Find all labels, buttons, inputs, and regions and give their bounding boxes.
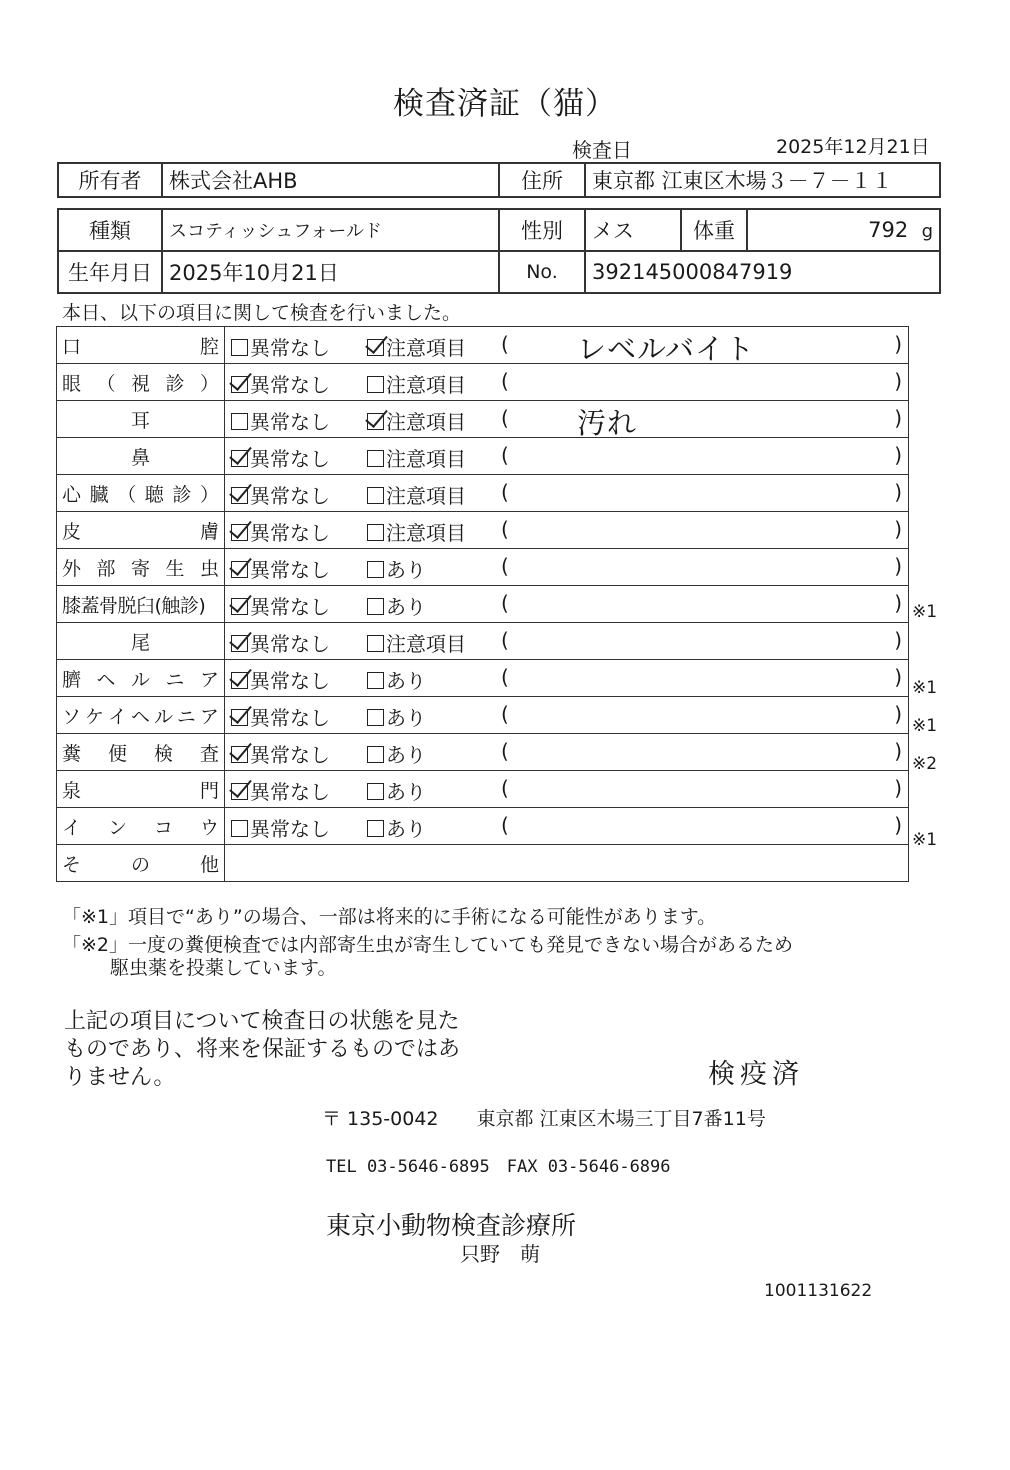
checkbox-concern[interactable] xyxy=(367,820,384,837)
exam-category-cell xyxy=(57,438,225,475)
weight-label: 体重 xyxy=(681,209,747,251)
option-concern[interactable] xyxy=(367,702,426,731)
exam-row xyxy=(57,697,909,734)
option-normal[interactable] xyxy=(231,332,330,361)
paren-close: ) xyxy=(894,332,902,356)
document-number: 1001131622 xyxy=(764,1281,873,1301)
checkbox-concern[interactable] xyxy=(367,746,384,763)
exam-category-cell xyxy=(57,586,225,623)
option-normal[interactable] xyxy=(231,517,330,546)
exam-options xyxy=(225,364,908,400)
option-normal-label: 異常なし xyxy=(250,632,330,656)
checkbox-concern[interactable] xyxy=(367,339,384,356)
exam-category-cell xyxy=(57,697,225,734)
exam-options xyxy=(225,475,908,511)
checkbox-normal[interactable] xyxy=(231,376,248,393)
footnote-mark: ※2 xyxy=(912,754,938,774)
checkbox-normal[interactable] xyxy=(231,450,248,467)
option-concern-label: あり xyxy=(386,706,426,730)
exam-category: 口 腔 xyxy=(62,335,219,358)
option-normal[interactable] xyxy=(231,443,330,472)
exam-category-cell xyxy=(57,512,225,549)
option-normal-label: 異常なし xyxy=(250,484,330,508)
weight-value: 792 xyxy=(868,218,909,242)
option-normal[interactable] xyxy=(231,591,330,620)
birth-label: 生年月日 xyxy=(58,251,162,293)
exam-result-cell xyxy=(225,660,909,697)
exam-result-cell xyxy=(225,549,909,586)
option-normal-label: 異常なし xyxy=(250,336,330,360)
quarantine-stamp: 検疫済 xyxy=(708,1059,804,1090)
intro-text: 本日、以下の項目に関して検査を行いました。 xyxy=(62,302,462,324)
option-concern[interactable] xyxy=(367,517,466,546)
exam-category: 耳 xyxy=(130,409,150,432)
clinic-name: 東京小動物検査診療所 xyxy=(326,1211,577,1240)
paren-open: ( xyxy=(501,443,509,467)
option-concern[interactable] xyxy=(367,591,426,620)
exam-category: 膝蓋骨脱臼(触診) xyxy=(62,594,206,617)
exam-category: 泉 門 xyxy=(62,779,219,802)
address-label: 住所 xyxy=(499,163,585,197)
paren-close: ) xyxy=(894,554,902,578)
exam-options xyxy=(225,623,908,659)
owner-label: 所有者 xyxy=(58,163,162,197)
paren-close: ) xyxy=(894,702,902,726)
exam-category-cell xyxy=(57,364,225,401)
exam-result-cell xyxy=(225,771,909,808)
pet-table xyxy=(57,208,941,294)
exam-result-cell xyxy=(225,808,909,845)
option-concern[interactable] xyxy=(367,406,466,435)
paren-close: ) xyxy=(894,591,902,615)
option-normal[interactable] xyxy=(231,628,330,657)
other-label-cell xyxy=(57,845,225,882)
footnote-mark: ※1 xyxy=(912,602,938,622)
exam-options xyxy=(225,660,908,696)
footnote-2: 「※2」一度の糞便検査では内部寄生虫が寄生していても発見できない場合があるため xyxy=(62,934,794,956)
option-concern[interactable] xyxy=(367,369,466,398)
exam-category-cell xyxy=(57,734,225,771)
checkbox-concern[interactable] xyxy=(367,598,384,615)
option-concern[interactable] xyxy=(367,813,426,842)
exam-category: イ ン コ ウ xyxy=(62,816,219,839)
option-normal-label: 異常なし xyxy=(250,706,330,730)
paren-close: ) xyxy=(894,369,902,393)
option-concern-label: 注意項目 xyxy=(386,447,466,471)
paren-open: ( xyxy=(501,776,509,800)
paren-open: ( xyxy=(501,591,509,615)
option-concern[interactable] xyxy=(367,739,426,768)
exam-category: ソ ケ イ ヘ ル ニ ア xyxy=(62,705,219,728)
document-title: 検査済証（猫） xyxy=(393,86,617,122)
paren-open: ( xyxy=(501,517,509,541)
option-normal-label: 異常なし xyxy=(250,780,330,804)
clinic-phone-fax: TEL 03-5646-6895 FAX 03-5646-6896 xyxy=(326,1157,671,1177)
checkbox-normal[interactable] xyxy=(231,783,248,800)
exam-row xyxy=(57,327,909,364)
paren-open: ( xyxy=(501,739,509,763)
option-normal[interactable] xyxy=(231,776,330,805)
option-normal-label: 異常なし xyxy=(250,595,330,619)
weight-unit: g xyxy=(921,221,933,242)
option-concern-label: あり xyxy=(386,743,426,767)
exam-options xyxy=(225,697,908,733)
checkbox-concern[interactable] xyxy=(367,672,384,689)
number-value: 392145000847919 xyxy=(585,251,940,293)
option-normal[interactable] xyxy=(231,739,330,768)
paren-open: ( xyxy=(501,406,509,430)
handwritten-note: レベルバイト xyxy=(577,332,755,366)
checkbox-concern[interactable] xyxy=(367,524,384,541)
option-concern[interactable] xyxy=(367,776,426,805)
option-normal-label: 異常なし xyxy=(250,410,330,434)
paren-close: ) xyxy=(894,517,902,541)
breed-label: 種類 xyxy=(58,209,162,251)
number-label: No. xyxy=(499,251,585,293)
exam-result-cell xyxy=(225,327,909,364)
exam-row xyxy=(57,734,909,771)
exam-category-cell xyxy=(57,808,225,845)
exam-items xyxy=(57,327,909,845)
footnote-mark: ※1 xyxy=(912,716,938,736)
option-concern-label: 注意項目 xyxy=(386,373,466,397)
exam-category: 鼻 xyxy=(130,446,150,469)
paren-open: ( xyxy=(501,628,509,652)
exam-category-cell xyxy=(57,327,225,364)
exam-date-label: 検査日 xyxy=(572,138,632,162)
exam-row xyxy=(57,512,909,549)
footnote-mark: ※1 xyxy=(912,830,938,850)
exam-row xyxy=(57,623,909,660)
option-normal-label: 異常なし xyxy=(250,558,330,582)
disclaimer: 上記の項目について検査日の状態を見たものであり、将来を保証するものではありません。 xyxy=(64,1009,461,1090)
paren-open: ( xyxy=(501,813,509,837)
paren-close: ) xyxy=(894,406,902,430)
exam-category: 眼 （ 視 診 ） xyxy=(62,372,219,395)
option-normal[interactable] xyxy=(231,406,330,435)
option-normal-label: 異常なし xyxy=(250,743,330,767)
breed-value: スコティッシュフォールド xyxy=(162,209,499,251)
checkbox-normal[interactable] xyxy=(231,524,248,541)
checkbox-normal[interactable] xyxy=(231,413,248,430)
option-normal-label: 異常なし xyxy=(250,817,330,841)
exam-result-cell xyxy=(225,364,909,401)
exam-options xyxy=(225,734,908,770)
option-normal[interactable] xyxy=(231,665,330,694)
option-concern[interactable] xyxy=(367,665,426,694)
checkbox-concern[interactable] xyxy=(367,561,384,578)
checkbox-normal[interactable] xyxy=(231,672,248,689)
exam-options xyxy=(225,586,908,622)
veterinarian-name: 只野 萌 xyxy=(460,1242,540,1266)
paren-close: ) xyxy=(894,776,902,800)
option-concern-label: 注意項目 xyxy=(386,484,466,508)
option-concern[interactable] xyxy=(367,443,466,472)
paren-open: ( xyxy=(501,665,509,689)
checkbox-concern[interactable] xyxy=(367,376,384,393)
other-content xyxy=(225,845,909,882)
option-concern-label: 注意項目 xyxy=(386,521,466,545)
exam-category: 臍 ヘ ル ニ ア xyxy=(62,668,219,691)
exam-result-cell xyxy=(225,438,909,475)
paren-close: ) xyxy=(894,739,902,763)
option-concern[interactable] xyxy=(367,628,466,657)
checkbox-concern[interactable] xyxy=(367,487,384,504)
paren-open: ( xyxy=(501,554,509,578)
option-concern-label: あり xyxy=(386,595,426,619)
exam-result-cell xyxy=(225,623,909,660)
exam-options xyxy=(225,327,908,366)
exam-table xyxy=(56,326,909,882)
exam-result-cell xyxy=(225,697,909,734)
checkbox-normal[interactable] xyxy=(231,635,248,652)
option-normal-label: 異常なし xyxy=(250,669,330,693)
exam-row xyxy=(57,475,909,512)
option-concern-label: あり xyxy=(386,669,426,693)
option-normal[interactable] xyxy=(231,702,330,731)
exam-category: 皮 膚 xyxy=(62,520,219,543)
option-concern-label: 注意項目 xyxy=(386,336,466,360)
footnote-2-continued: 駆虫薬を投薬しています。 xyxy=(110,957,337,979)
option-concern-label: 注意項目 xyxy=(386,632,466,656)
exam-category-cell xyxy=(57,475,225,512)
exam-result-cell xyxy=(225,401,909,438)
exam-result-cell xyxy=(225,586,909,623)
exam-category: 糞 便 検 査 xyxy=(62,742,219,765)
exam-date-value: 2025年12月21日 xyxy=(776,136,930,158)
exam-row xyxy=(57,660,909,697)
checkbox-concern[interactable] xyxy=(367,450,384,467)
handwritten-note: 汚れ xyxy=(577,406,638,440)
exam-result-cell xyxy=(225,734,909,771)
sex-value: メス xyxy=(585,209,681,251)
checkbox-normal[interactable] xyxy=(231,820,248,837)
option-normal-label: 異常なし xyxy=(250,521,330,545)
clinic-address: 〒 135-0042 東京都 江東区木場三丁目7番11号 xyxy=(322,1108,766,1130)
option-normal[interactable] xyxy=(231,813,330,842)
exam-category: 尾 xyxy=(130,631,150,654)
paren-close: ) xyxy=(894,480,902,504)
owner-table xyxy=(57,162,941,198)
exam-row xyxy=(57,401,909,438)
other-label: そ の 他 xyxy=(62,853,219,876)
exam-row xyxy=(57,808,909,845)
footnote-mark: ※1 xyxy=(912,678,938,698)
exam-row xyxy=(57,364,909,401)
checkbox-normal[interactable] xyxy=(231,746,248,763)
exam-result-cell xyxy=(225,475,909,512)
checkbox-concern[interactable] xyxy=(367,709,384,726)
exam-options xyxy=(225,401,908,440)
exam-category: 心 臓 （ 聴 診 ） xyxy=(62,483,219,506)
option-normal[interactable] xyxy=(231,480,330,509)
paren-open: ( xyxy=(501,480,509,504)
option-normal[interactable] xyxy=(231,554,330,583)
exam-row xyxy=(57,771,909,808)
paren-open: ( xyxy=(501,332,509,356)
exam-result-cell xyxy=(225,512,909,549)
exam-category-cell xyxy=(57,660,225,697)
exam-options xyxy=(225,771,908,807)
paren-close: ) xyxy=(894,628,902,652)
option-normal[interactable] xyxy=(231,369,330,398)
exam-options xyxy=(225,438,908,474)
exam-row xyxy=(57,438,909,475)
option-concern-label: あり xyxy=(386,780,426,804)
option-normal-label: 異常なし xyxy=(250,447,330,471)
paren-close: ) xyxy=(894,665,902,689)
paren-close: ) xyxy=(894,443,902,467)
exam-options xyxy=(225,808,908,844)
owner-value: 株式会社AHB xyxy=(162,163,499,197)
sex-label: 性別 xyxy=(499,209,585,251)
birth-value: 2025年10月21日 xyxy=(162,251,499,293)
checkbox-concern[interactable] xyxy=(367,413,384,430)
exam-row xyxy=(57,549,909,586)
paren-open: ( xyxy=(501,369,509,393)
exam-category-cell xyxy=(57,771,225,808)
checkbox-normal[interactable] xyxy=(231,561,248,578)
option-concern[interactable] xyxy=(367,554,426,583)
checkbox-normal[interactable] xyxy=(231,339,248,356)
exam-category: 外 部 寄 生 虫 xyxy=(62,557,219,580)
paren-open: ( xyxy=(501,702,509,726)
paren-close: ) xyxy=(894,813,902,837)
exam-options xyxy=(225,549,908,585)
option-concern-label: あり xyxy=(386,558,426,582)
checkbox-normal[interactable] xyxy=(231,709,248,726)
option-concern[interactable] xyxy=(367,480,466,509)
checkbox-normal[interactable] xyxy=(231,598,248,615)
option-concern-label: あり xyxy=(386,817,426,841)
exam-category-cell xyxy=(57,549,225,586)
exam-category-cell xyxy=(57,623,225,660)
checkbox-concern[interactable] xyxy=(367,635,384,652)
checkbox-concern[interactable] xyxy=(367,783,384,800)
option-concern-label: 注意項目 xyxy=(386,410,466,434)
weight-cell xyxy=(747,209,940,251)
option-concern[interactable] xyxy=(367,332,466,361)
footnote-1: 「※1」項目で“あり”の場合、一部は将来的に手術になる可能性があります。 xyxy=(62,906,717,928)
exam-options xyxy=(225,512,908,548)
option-normal-label: 異常なし xyxy=(250,373,330,397)
checkbox-normal[interactable] xyxy=(231,487,248,504)
address-value: 東京都 江東区木場３－７－１１ xyxy=(585,163,940,197)
exam-category-cell xyxy=(57,401,225,438)
exam-row xyxy=(57,586,909,623)
